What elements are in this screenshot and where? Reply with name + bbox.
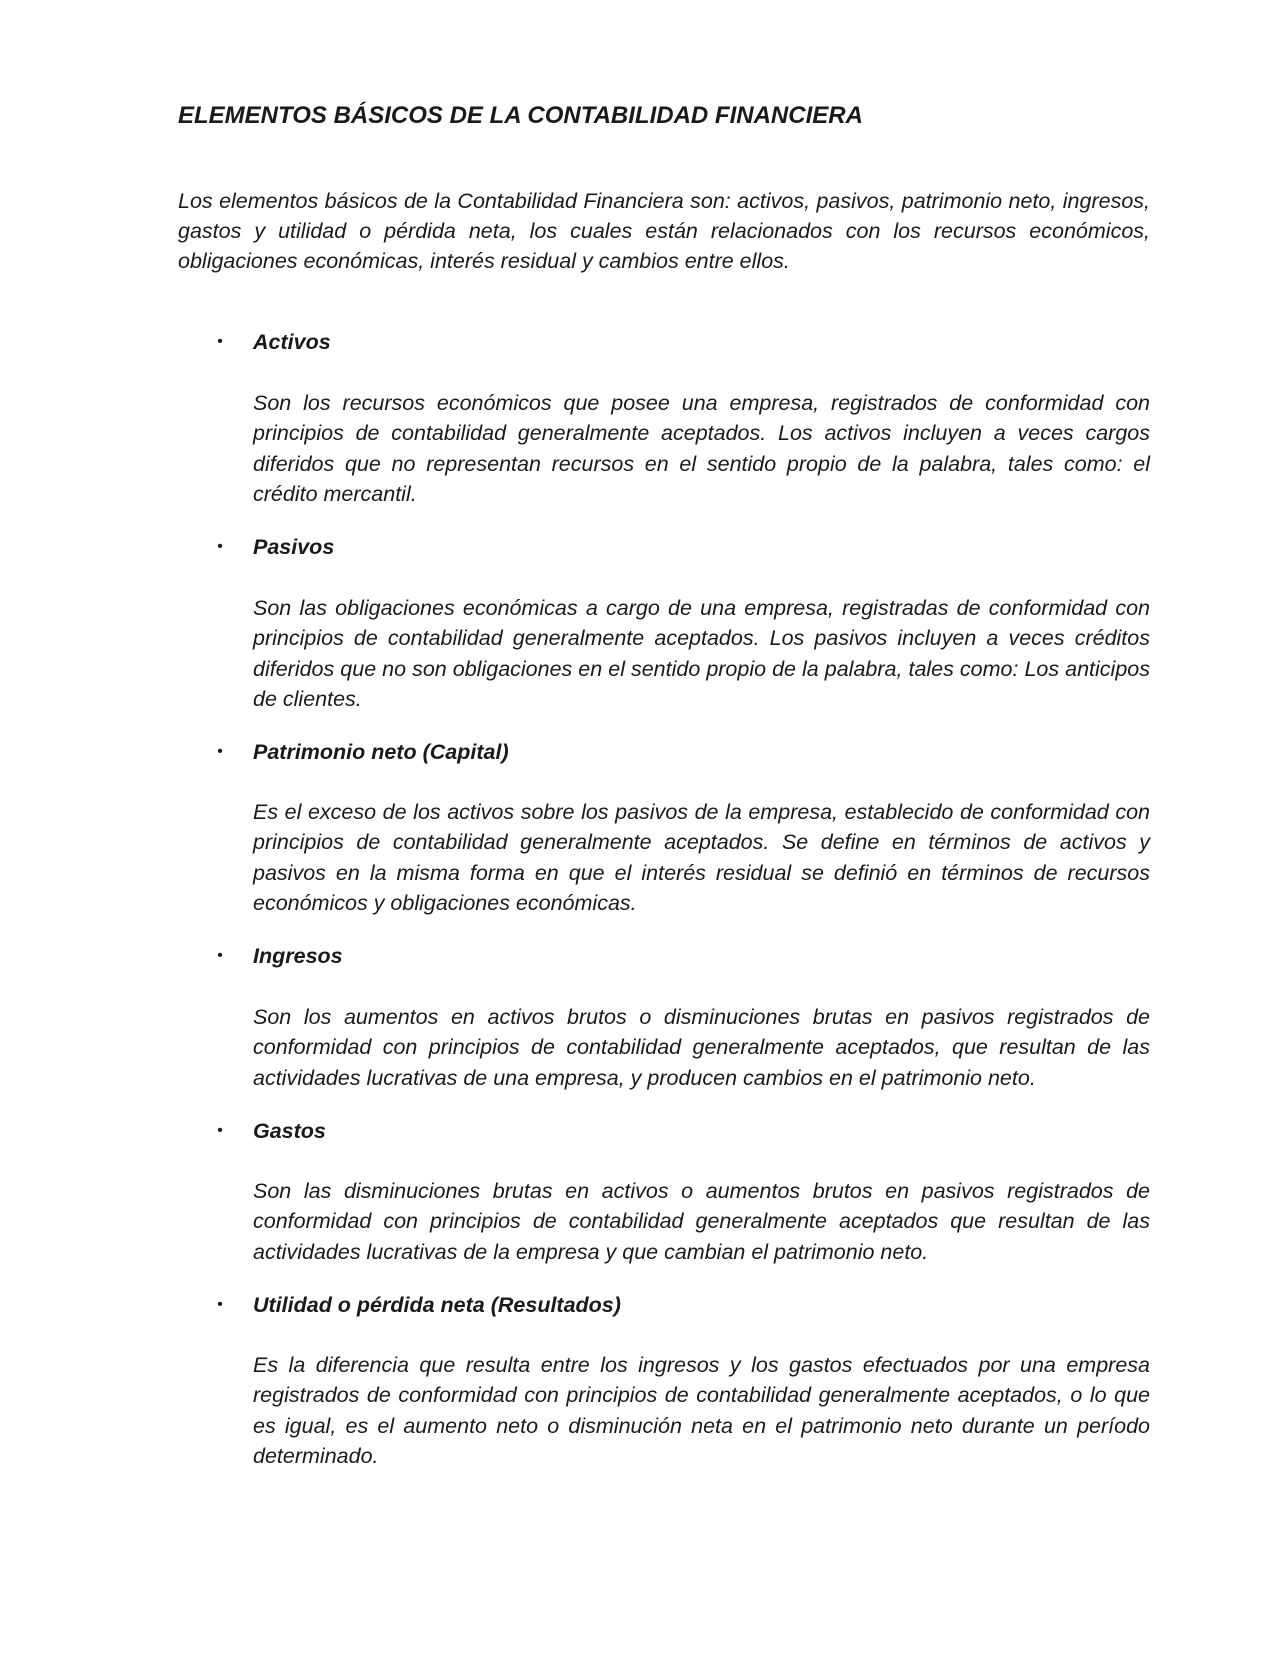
item-heading: Ingresos [253, 944, 343, 968]
item-heading: Activos [253, 330, 331, 354]
item-heading: Pasivos [253, 535, 335, 559]
bullet-icon: • [217, 1296, 223, 1313]
item-heading: Patrimonio neto (Capital) [253, 740, 509, 764]
item-body: Son los recursos económicos que posee una empresa, registrados de conformidad con principios de contabilidad generalmente aceptados. Los activos incluyen a veces cargos diferidos que no representan recursos en el sentido propio de la palabra, tales como: el crédito mercantil. [253, 391, 1150, 507]
bullet-icon: • [217, 538, 223, 555]
bullet-icon: • [217, 947, 223, 964]
item-body: Es la diferencia que resulta entre los ingresos y los gastos efectuados por una empresa registrados de conformidad con principios de contabilidad generalmente aceptados, o lo que es igual, es el aumento neto o disminución neta en el patrimonio neto durante un período determinado. [253, 1353, 1150, 1469]
item-body: Es el exceso de los activos sobre los pasivos de la empresa, establecido de conformidad con principios de contabilidad generalmente aceptados. Se define en términos de activos y pasivos en la misma forma en que el interés residual se definió en términos de recursos económicos y obligaciones económicas. [253, 800, 1150, 916]
bullet-icon: • [217, 333, 223, 350]
item-heading: Utilidad o pérdida neta (Resultados) [253, 1293, 621, 1317]
page-title: ELEMENTOS BÁSICOS DE LA CONTABILIDAD FINANCIERA [178, 102, 863, 129]
bullet-icon: • [217, 1122, 223, 1139]
bullet-icon: • [217, 743, 223, 760]
intro-paragraph: Los elementos básicos de la Contabilidad Financiera son: activos, pasivos, patrimonio neto, ingresos, gastos y utilidad o pérdida neta, los cuales están relacionados con los recursos económicos, obligaciones económicas, interés residual y cambios entre ellos. [178, 189, 1150, 273]
item-body: Son las disminuciones brutas en activos o aumentos brutos en pasivos registrados de conformidad con principios de contabilidad generalmente aceptados que resultan de las actividades lucrativas de la empresa y que cambian el patrimonio neto. [253, 1179, 1150, 1264]
item-body: Son las obligaciones económicas a cargo de una empresa, registradas de conformidad con principios de contabilidad generalmente aceptados. Los pasivos incluyen a veces créditos diferidos que no son obligaciones en el sentido propio de la palabra, tales como: Los anticipos de clientes. [253, 596, 1150, 712]
item-body: Son los aumentos en activos brutos o disminuciones brutas en pasivos registrados de conformidad con principios de contabilidad generalmente aceptados, que resultan de las actividades lucrativas de una empresa, y producen cambios en el patrimonio neto. [253, 1005, 1150, 1090]
item-heading: Gastos [253, 1119, 326, 1143]
